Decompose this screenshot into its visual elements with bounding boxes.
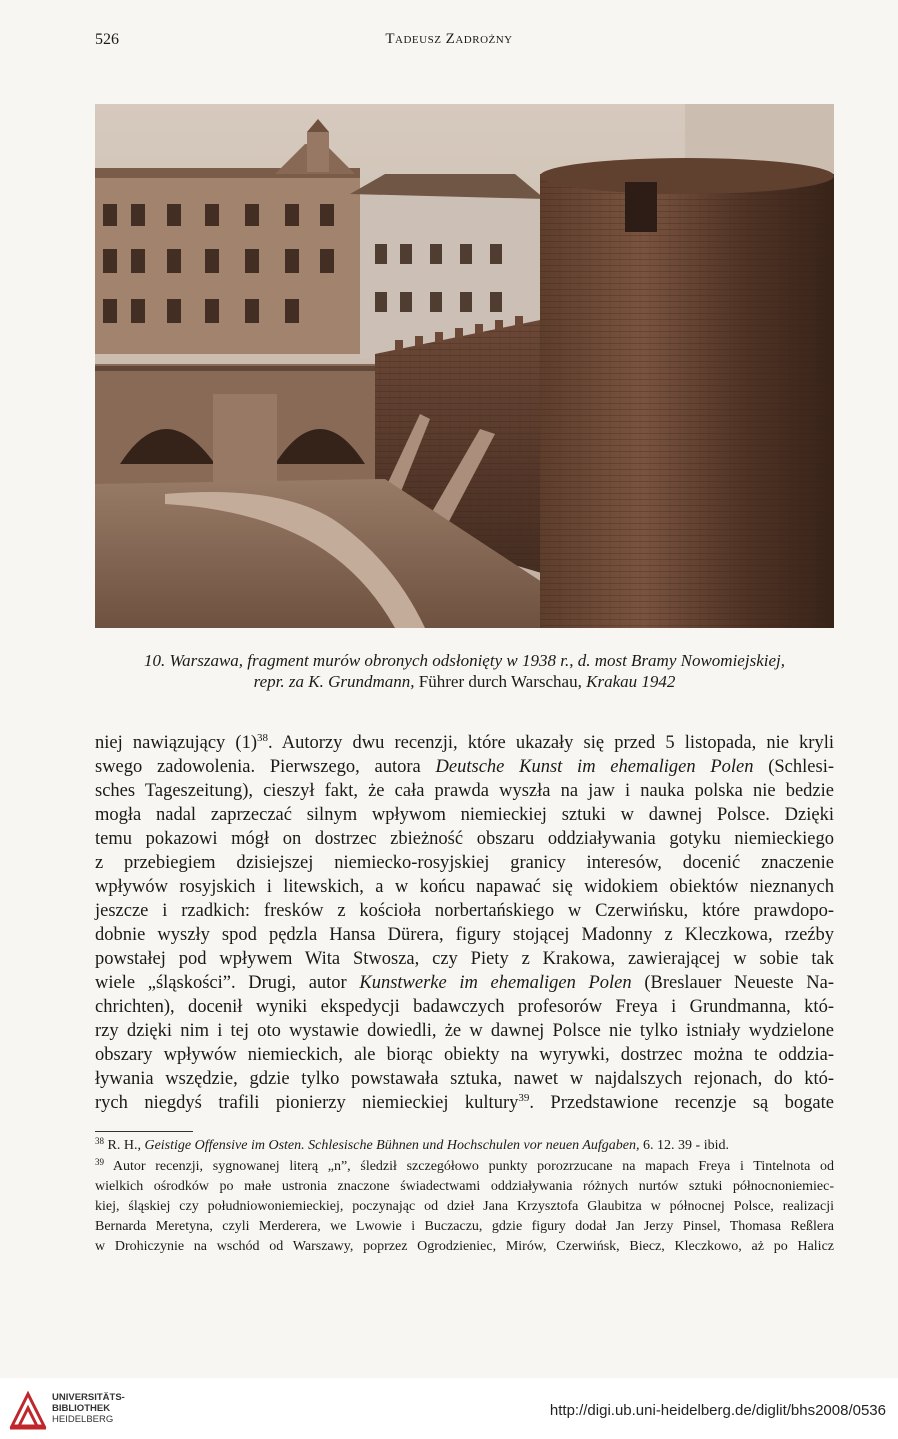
footnote-line: w Drohiczynie na wschód od Warszawy, poprzez Ogrodzieniec, Mirów, Czerwińsk, Biecz, Kleczkowo, aż po Halicz [95,1239,834,1254]
figure-photo [95,104,834,628]
body-line: swego zadowolenia. Pierwszego, autora Deutsche Kunst im ehemaligen Polen (Schlesi- [95,757,834,777]
photo-warsaw-walls [95,104,834,628]
body-line: sches Tageszeitung), cieszył fakt, że cała prawda wyszła na jaw i nauka polska nie bedzie [95,781,834,801]
body-line: rych niegdyś trafili pionierzy niemieckiej kultury$^{39}$. Przedstawione recenzje są bogate [95,1092,834,1113]
footnote-ref-38: 38 [257,732,269,744]
italic-title: Kunstwerke im ehemaligen Polen [359,973,632,993]
body-line: jeszcze i rzadkich: fresków z kościoła norbertańskiego w Czerwińsku, które prawdopo- [95,901,834,921]
body-line: powstałej pod wpływem Wita Stwosza, czy Piety z Krakowa, zawierającej w sobie tak [95,949,834,969]
caption-book-title: Führer durch Warschau, [418,672,587,691]
library-name: UNIVERSITÄTS- BIBLIOTHEK HEIDELBERG [52,1392,125,1425]
body-line: rzy dzięki nim i tej oto wystawie dowiedli, że w dawnej Polsce nie tylko istniały wydzielone [95,1021,834,1041]
page-number: 526 [95,31,119,48]
figure-caption-line-1: 10. Warszawa, fragment murów obronych odsłonięty w 1938 r., d. most Bramy Nowomiejskiej, [144,651,785,670]
footnote-38: $^{38}$ R. H., Geistige Offensive im Osten. Schlesische Bühnen und Hochschulen vor neuen Aufgaben, 6. 12. 39 - ibid. [95,1136,729,1153]
body-line: wiele „śląskości”. Drugi, autor Kunstwerke im ehemaligen Polen (Breslauer Neueste Na- [95,973,835,993]
body-line: niej nawiązujący $(1)^{38}$. Autorzy dwu recenzji, które ukazały się przed 5 listopada, nie kryli [95,732,835,753]
body-line: z przebiegiem dzisiejszej niemiecko-rosyjskiej granicy interesów, docenić znaczenie [95,853,834,873]
viewer-footer [0,1378,898,1439]
heidelberg-library-logo-icon[interactable] [8,1388,48,1430]
body-line: obszary wpływów niemieckich, ale biorąc obiekty na wyrywki, dostrzec można te oddzia- [95,1045,834,1065]
footnote-line: Bernarda Meretyna, czyli Merderera, we Lwowie i Buczaczu, gdzie figury dodał Jan Jerzy Pinsel, Thomasa Reßlera [95,1219,834,1234]
body-line: chrichten), docenił wyniki ekspedycji badawczych profesorów Freya i Grundmanna, któ- [95,997,834,1017]
source-url-link[interactable]: http://digi.ub.uni-heidelberg.de/diglit/bhs2008/0536 [549,1402,886,1419]
footnote-rule [95,1131,193,1132]
footnote-line: wielkich ośrodków po małe ustronia znaczone świadectwami oddziaływania różnych nurtów sztuki północnoniemiec- [95,1179,834,1194]
italic-title: Deutsche Kunst im ehemaligen Polen [435,757,754,777]
body-line: ływania wszędzie, gdzie tylko powstawała sztuka, nawet w najdalszych rejonach, do któ- [95,1069,834,1089]
body-line: mogła nadal zaprzeczać silnym wpływom niemieckiej sztuki w dawnej Polsce. Dzięki [95,805,834,825]
figure-caption-line-2 [95,671,834,692]
body-line: dobnie wyszły spod pędzla Hansa Dürera, figury stojącej Madonny z Kleczkowa, rzeźby [95,925,834,945]
running-head: Tadeusz Zadrożny [385,31,513,47]
footnote-39: $^{39}$ Autor recenzji, sygnowanej literą „n”, śledził szczegółowo punkty porozrzucane na mapach Freya i Tintelnota od [95,1157,834,1174]
body-line: wpływów rosyjskich i litewskich, a w końcu napawać się widokiem obiektów nieznanych [95,877,834,897]
body-line: temu pokazowi mógł on dostrzec zbieżność obszaru oddziaływania gotyku niemieckiego [95,829,834,849]
caption-credit: repr. za K. Grundmann, [253,672,419,691]
footnote-ref-39: 39 [518,1092,530,1104]
footnote-line: kiej, śląskiej czy południowoniemieckiej, poczynając od dzieł Jana Krzysztofa Glaubitza w północnej Polsce, realizacji [95,1199,834,1214]
caption-place-year: Krakau 1942 [586,672,676,691]
